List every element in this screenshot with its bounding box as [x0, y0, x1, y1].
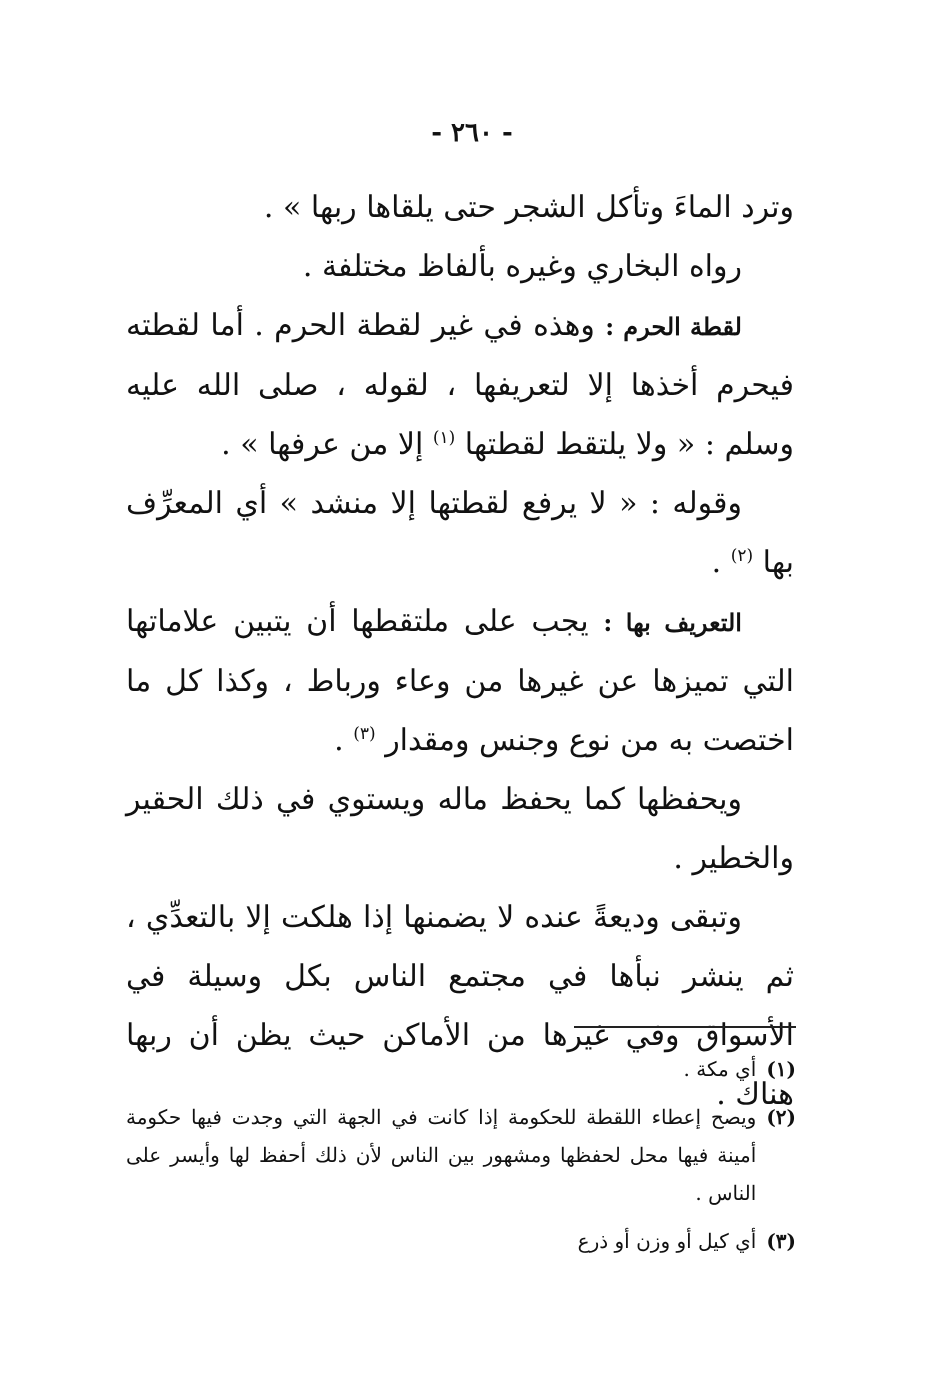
paragraph-3-text-b: إلا من عرفها » .	[221, 427, 424, 462]
footnote-number: (٣)	[766, 1229, 796, 1253]
paragraph-3-text-a: وهذه في غير لقطة الحرم . أما لقطته فيحرم أخذها إلا لتعريفها ، لقوله ، صلى الله عليه وسلم : « ولا يلتقط لقطتها	[126, 308, 794, 462]
paragraph-4-text: وقوله : « لا يرفع لقطتها إلا منشد » أي المعرِّف بها	[126, 486, 794, 580]
footnote-ref-3[interactable]: (٣)	[353, 724, 376, 744]
paragraph-3	[126, 296, 794, 474]
paragraph-7: وتبقى وديعةً عنده لا يضمنها إذا هلكت إلا بالتعدِّي ، ثم ينشر نبأها في مجتمع الناس بكل وسيلة في الأسواق وفي غيرها من الأماكن حيث يظن أن ربها هناك .	[126, 900, 794, 1112]
footnote-3	[126, 1222, 796, 1260]
paragraph-1: وترد الماءَ وتأكل الشجر حتى يلقاها ربها » .	[263, 190, 794, 225]
footnote-number: (٢)	[766, 1105, 796, 1129]
paragraph-2: رواه البخاري وغيره بألفاظ مختلفة .	[302, 249, 742, 284]
footnote-text: أي كيل أو وزن أو ذرع	[577, 1229, 757, 1253]
footnote-text: أي مكة .	[683, 1057, 757, 1081]
footnote-text: ويصح إعطاء اللقطة للحكومة إذا كانت في الجهة التي وجدت فيها حكومة أمينة فيها محل لحفظها ومشهور بين الناس لأن ذلك أحفظ لها وأيسر على الناس .	[126, 1105, 757, 1205]
paragraph-5	[126, 592, 794, 770]
section-heading-haram: لقطة الحرم :	[605, 312, 742, 341]
footnote-number: (١)	[766, 1057, 796, 1081]
paragraph-6: ويحفظها كما يحفظ ماله ويستوي في ذلك الحقير والخطير .	[126, 782, 794, 876]
paragraph-4	[126, 474, 794, 592]
footnote-divider	[574, 1026, 796, 1028]
page-number: - ٢٦٠ -	[431, 118, 513, 148]
paragraph-5-text: يجب على ملتقطها أن يتبين علاماتها التي تميزها عن غيرها من وعاء ورباط ، وكذا كل ما اختصت به من نوع وجنس ومقدار	[126, 604, 794, 758]
section-heading-tarif: التعريف بها :	[603, 608, 742, 637]
paragraph-5-end: .	[334, 723, 344, 758]
paragraph-4-end: .	[711, 545, 722, 580]
footnote-ref-2[interactable]: (٢)	[730, 546, 754, 566]
footnote-ref-1[interactable]: (١)	[432, 428, 456, 448]
main-text	[126, 178, 794, 1124]
footnote-2	[126, 1098, 796, 1212]
footnotes-section	[126, 1050, 796, 1270]
footnote-1	[126, 1050, 796, 1088]
